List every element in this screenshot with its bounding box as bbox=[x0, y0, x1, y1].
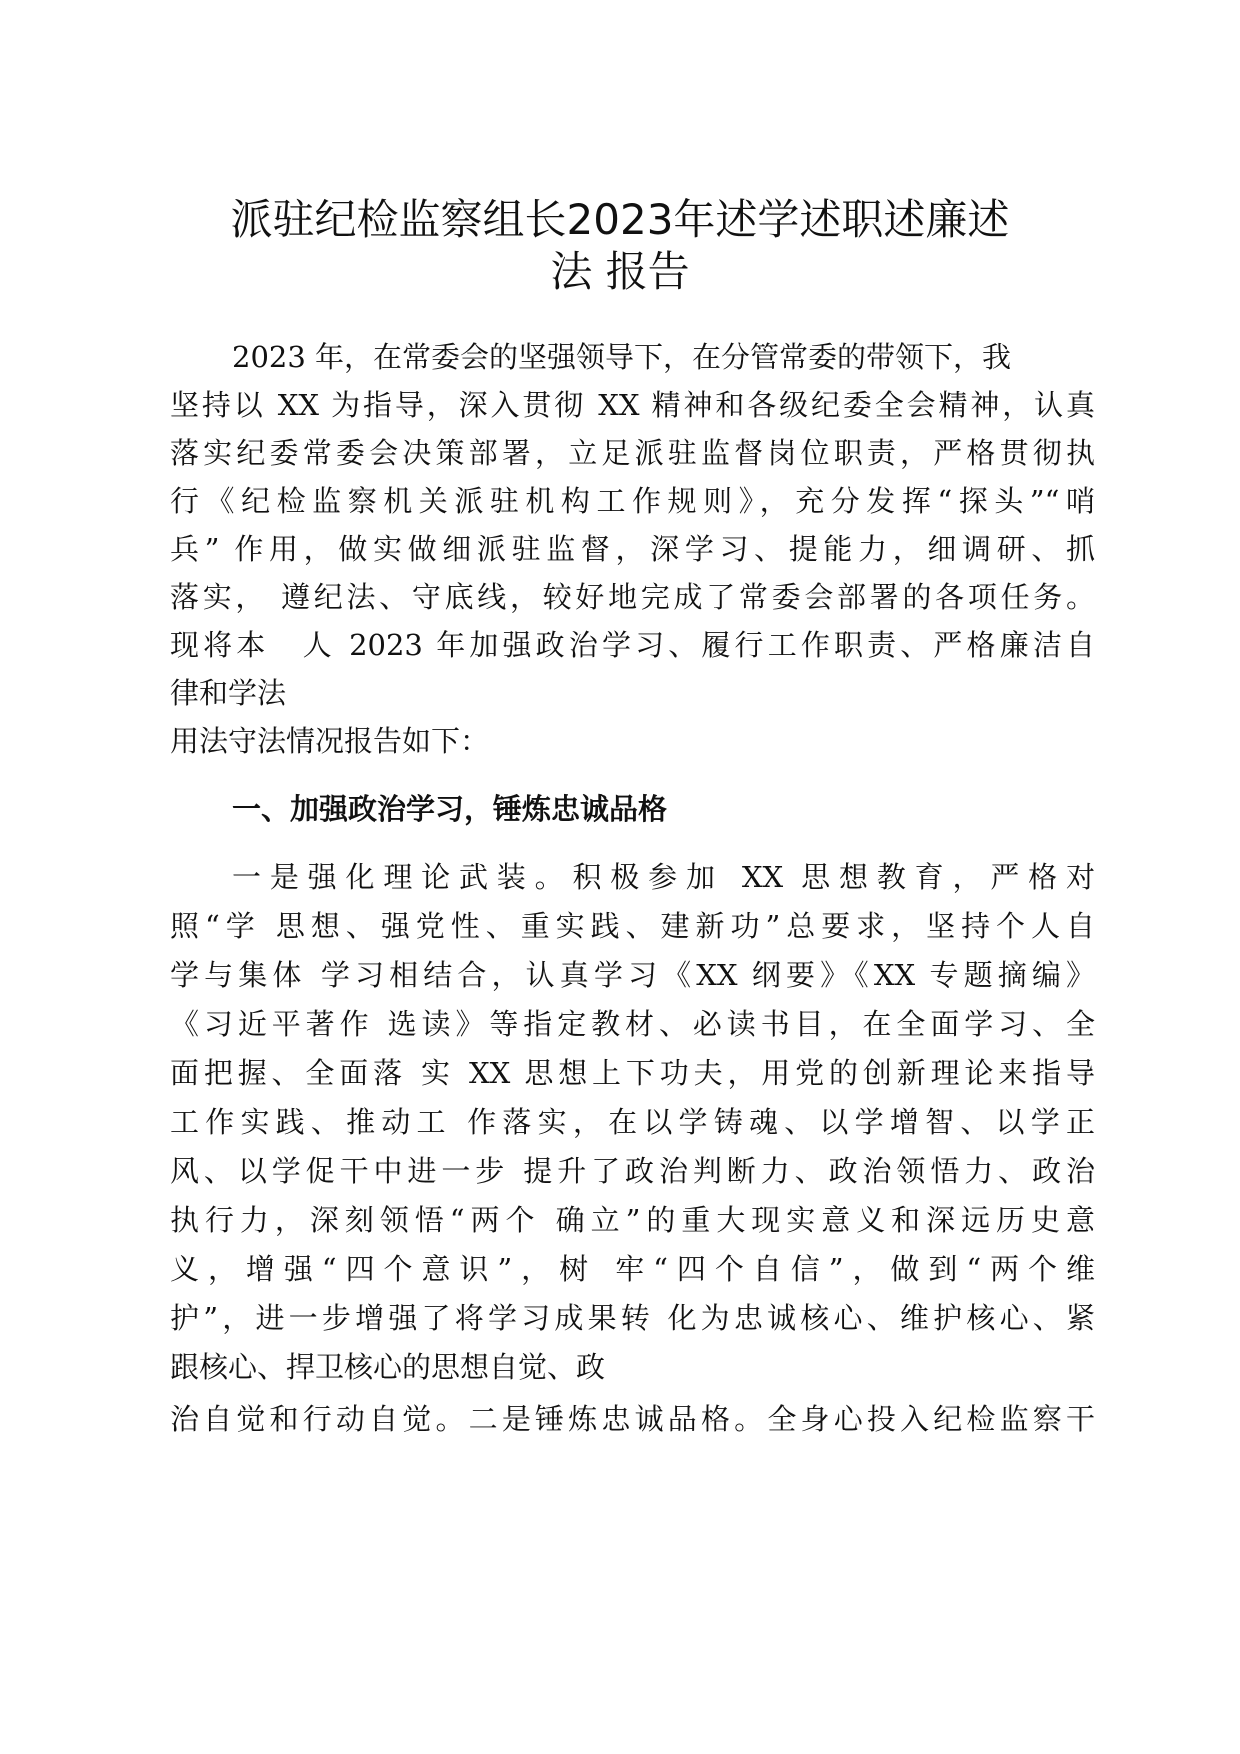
intro-line-2: 坚持以 XX 为指导，深入贯彻 XX 精神和各级纪委全会精神，认真 bbox=[170, 388, 1095, 422]
section-1-line-12: 治自觉和行动自觉。二是锤炼忠诚品格。全身心投入纪检监察干 bbox=[170, 1402, 1095, 1436]
section-1-line-2: 照“学 思想、强党性、重实践、建新功”总要求，坚持个人自 bbox=[170, 909, 1095, 943]
section-1-heading: 一、加强政治学习，锤炼忠诚品格 bbox=[232, 792, 668, 826]
intro-line-9: 用法守法情况报告如下： bbox=[170, 724, 490, 758]
intro-line-1: 2023 年，在常委会的坚强领导下，在分管常委的带领下，我 bbox=[232, 340, 1012, 374]
section-1-line-5: 面把握、全面落 实 XX 思想上下功夫，用党的创新理论来指导 bbox=[170, 1056, 1095, 1090]
intro-line-7: 现将本 人 2023 年加强政治学习、履行工作职责、严格廉洁自 bbox=[170, 628, 1095, 662]
intro-line-6: 落实， 遵纪法、守底线，较好地完成了常委会部署的各项任务。 bbox=[170, 580, 1095, 614]
section-1-line-9: 义，增强“四个意识”，树 牢“四个自信”，做到“两个维 bbox=[170, 1252, 1095, 1286]
intro-line-4: 行《纪检监察机关派驻机构工作规则》，充分发挥“探头”“哨 bbox=[170, 484, 1095, 518]
intro-line-5: 兵” 作用，做实做细派驻监督，深学习、提能力，细调研、抓 bbox=[170, 532, 1095, 566]
section-1-line-7: 风、以学促干中进一步 提升了政治判断力、政治领悟力、政治 bbox=[170, 1154, 1095, 1188]
document-title-line-2: 法 报告 bbox=[550, 247, 690, 296]
section-1-line-6: 工作实践、推动工 作落实，在以学铸魂、以学增智、以学正 bbox=[170, 1105, 1095, 1139]
section-1-line-11: 跟核心、捍卫核心的思想自觉、政 bbox=[170, 1350, 606, 1384]
section-1-line-3: 学与集体 学习相结合，认真学习《XX 纲要》《XX 专题摘编》 bbox=[170, 958, 1095, 992]
section-1-line-10: 护”，进一步增强了将学习成果转 化为忠诚核心、维护核心、紧 bbox=[170, 1301, 1095, 1335]
intro-line-3: 落实纪委常委会决策部署，立足派驻监督岗位职责，严格贯彻执 bbox=[170, 436, 1095, 470]
section-1-line-1: 一是强化理论武装。积极参加 XX 思想教育，严格对 bbox=[232, 860, 1095, 894]
section-1-line-8: 执行力，深刻领悟“两个 确立”的重大现实意义和深远历史意 bbox=[170, 1203, 1095, 1237]
section-1-line-4: 《习近平著作 选读》等指定教材、必读书目，在全面学习、全 bbox=[170, 1007, 1095, 1041]
intro-line-8: 律和学法 bbox=[170, 676, 287, 710]
document-title-line-1: 派驻纪检监察组长2023年述学述职述廉述 bbox=[230, 195, 1010, 244]
